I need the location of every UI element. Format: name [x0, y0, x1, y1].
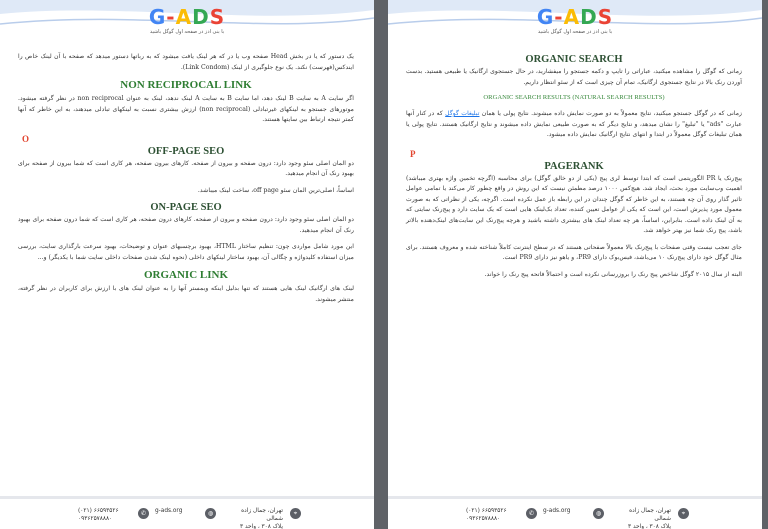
section-letter-o: O — [22, 133, 30, 144]
logo-tagline: با بنی ادز در صفحه اول گوگل باشید — [537, 29, 613, 35]
heading-pagerank: PAGERANK — [544, 160, 604, 172]
footer-phone: (۰۲۱) ۶۶۵۹۳۵۲۶ ۰۹۳۶۲۵۷۸۸۸۰ — [78, 508, 119, 522]
globe-icon: ◍ — [593, 508, 604, 519]
footer-phone: (۰۲۱) ۶۶۵۹۳۵۲۶ ۰۹۳۶۲۵۷۸۸۸۰ — [466, 508, 507, 522]
organic-search-paragraph: زمانی که گوگل را مشاهده میکنید، عباراتی را تایپ و دکمه جستجو را میفشارید، در حال جستجوی ارگانیک یا طبیعی هستید. بدست آوردن رنک بالا در نتایج جستجوی ارگانیک، تمام آن چیزی است که از سئو انتظار داریم. — [406, 68, 742, 86]
organic-link-paragraph: لینک های ارگانیک لینک هایی هستند که تنها بدلیل اینکه وبمستر آنها را به عنوان لینک های با ارزش برای کاربران در نظر گرفته، منتشر میشوند. — [18, 285, 354, 303]
on-page-paragraph-1: دو المان اصلی سئو وجود دارد: درون صفحه و بیرون از صفحه. کارهای درون صفحه، هر کاری است که شما درون صفحه برای بهبود رنک آن انجام میدهید. — [18, 216, 354, 234]
heading-organic-link: ORGANIC LINK — [143, 269, 229, 281]
location-pin-icon: ⌖ — [290, 508, 301, 519]
phone-icon: ✆ — [138, 508, 149, 519]
heading-organic-search: ORGANIC SEARCH — [525, 54, 623, 65]
footer-address: تهران، جمال زاده شمالی پلاک ۳۰۸ ، واحد ۳ — [627, 508, 671, 529]
heading-on-page-seo: ON-PAGE SEO — [150, 202, 222, 213]
page-footer — [388, 496, 762, 529]
on-page-paragraph-2: این مورد شامل مواردی چون: تنظیم ساختار HTML، بهبود برچسبهای عنوان و توضیحات، بهبود سرعت بارگذاری سایت، بررسی میزان استفاده کلیدواژه و چگالی آن، بهبود ساختار لینکهای داخلی (نحوه لینک شدن صفحات داخلی سایت شما با یکدیگر) و... — [18, 243, 354, 261]
page-footer — [0, 496, 374, 529]
heading-non-reciprocal-link: NON RECIPROCAL LINK — [120, 79, 252, 91]
g-ads-logo: G-ADS با بنی ادز در صفحه اول گوگل باشید — [388, 6, 762, 35]
off-page-paragraph-1: دو المان اصلی سئو وجود دارد: درون صفحه و بیرون از صفحه. کارهای بیرون صفحه، هر کاری است که شما بیرون از صفحه برای بهبود رنک آن انجام میدهید. — [18, 159, 354, 177]
pagerank-paragraph-3: البته از سال ۲۰۱۵ گوگل شاخص پیج رنک را بروزرسانی نکرده است و احتمالاً فاتحه پیج رنک را خواند. — [484, 270, 742, 278]
footer-address: تهران، جمال زاده شمالی پلاک ۳۰۸ ، واحد ۳ — [239, 508, 283, 529]
subheading-organic-search-results: ORGANIC SEARCH RESULTS (NATURAL SEARCH RESULTS) — [483, 94, 665, 101]
globe-icon: ◍ — [205, 508, 216, 519]
footer-website[interactable]: g-ads.org — [543, 508, 571, 514]
search-results-paragraph: زمانی که در گوگل جستجو میکنید، نتایج معمولاً به دو صورت نمایش داده میشوند. نتایج پولی یا همان تبلیغات گوگل که در کنار آنها عبارت "ads" یا "تبلیغ" را نشان میدهد، و نتایج دیگر که به صورت طبیعی نمایش داده میشوند و نتایج ارگانیک هستند. نتایج پولی یا همان تبلیغات گوگل معمولاً در ابتدا و انتهای نتایج ارگانیک نمایش داده میشود. — [406, 110, 742, 138]
phone-icon: ✆ — [526, 508, 537, 519]
pagerank-paragraph-1: پیج‌رنک یا PR الگوریتمی است که ابتدا توسط لری پیج (یکی از دو خالق گوگل) برای محاسبه (اگرچه تخمین واژه بهتری میباشد) اهمیت وب‌سایت مورد بحث، ایجاد شد. هیچ‌کس ۱۰۰۰ درصد مطمئن نیست که این روش در واقع چطور کار می‌کند یا تمامی عوامل تاثیر گذار روی آن چه هستند، به این خاطر که گوگل چندان در این رابطه باز عمل نکرده است. اگرچه، یکی از نظراتی که به صورت معمول مورد پذیرش است، این است که یکی از عوامل تعیین کننده، تعداد بک‌لینک هایی است که یک سایت دارد و پیج‌رنک سایتی که به آن لینک داده است. بنابراین، اساساً، هر چه تعداد لینک های بیشتری داشته باشید و هرچه پیج‌رنک این سایت‌های لینک‌دهنده بالاتر باشد، پیج رنک شما نیز بهتر خواهد شد. — [406, 174, 743, 234]
location-pin-icon: ⌖ — [678, 508, 689, 519]
footer-website[interactable]: g-ads.org — [155, 508, 183, 514]
off-page-paragraph-2: اساساً، اصلی‌ترین المان سئو off page، ساخت لینک میباشد. — [197, 186, 354, 194]
pagerank-paragraph-2: جای تعجب نیست وقتی صفحات با پیج‌رنک بالا معمولاً صفحاتی هستند که در سطح اینترنت کاملاً شناخته شده و معروف هستند. برای مثال گوگل خود دارای پیج‌رنک ۱۰ می‌باشد، فیس‌بوک دارای PR9، و یاهو نیز دارای PR9 است. — [406, 243, 742, 261]
document-page-left — [0, 0, 374, 529]
logo-tagline: با بنی ادز در صفحه اول گوگل باشید — [149, 29, 225, 35]
heading-off-page-seo: OFF-PAGE SEO — [147, 145, 225, 157]
section-letter-p: P — [410, 148, 416, 159]
non-reciprocal-paragraph: اگر سایت A به سایت B لینک دهد، اما سایت B به سایت A لینک ندهد، لینک به عنوان non reciprocal در نظر گرفته میشود. موتورهای جستجو به لینکهای غیرتبادلی (non reciprocal) ارزش بیشتری نسبت به لینکهای تبادلی میدهند، به این خاطر که آنها کمتر نتیجه ارتباط بین سایتها هستند. — [18, 95, 354, 123]
google-ads-link[interactable]: تبلیغات گوگل — [445, 110, 480, 117]
document-page-right — [388, 0, 762, 529]
intro-paragraph: یک دستور که یا در بخش Head صفحه وب یا در که هر لینک یافت میشود که به رباتها دستور میدهد که صفحه با آن لینک خاص را ایندکس(فهرست) نکند. یک نوع جلوگیری از لینک (Link Condom). — [18, 53, 354, 71]
g-ads-logo: G-ADS با بنی ادز در صفحه اول گوگل باشید — [0, 6, 374, 35]
